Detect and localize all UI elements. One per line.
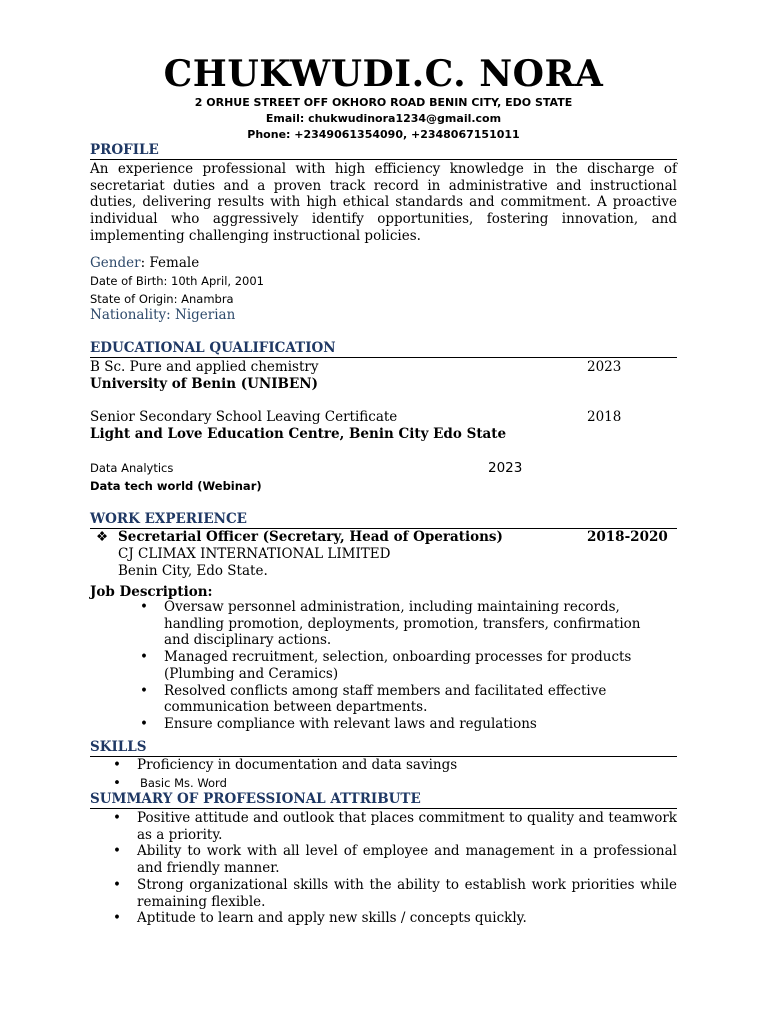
list-item: • Basic Ms. Word: [113, 774, 227, 791]
email: Email: chukwudinora1234@gmail.com: [265, 112, 502, 125]
education-heading: EDUCATIONAL QUALIFICATION: [90, 340, 677, 358]
date-of-birth: Date of Birth: 10th April, 2001: [90, 274, 264, 288]
bullet-icon: •: [140, 649, 148, 666]
profile-text: An experience professional with high efficiency knowledge in the discharge of secretariat duties and a proven track record in administrative and instructional duties, delivering results with high ethical standards and commitment. A proactive individual who aggressively identify opportunities, fostering innovation, and implementing challenging instructional policies.: [90, 161, 677, 244]
company-location: Benin City, Edo State.: [118, 563, 268, 579]
address: 2 ORHUE STREET OFF OKHORO ROAD BENIN CITY, EDO STATE: [194, 96, 573, 109]
edu-institution-1: University of Benin (UNIBEN): [90, 376, 318, 392]
list-item: • Strong organizational skills with the ability to establish work priorities while remaining flexible.: [113, 876, 677, 910]
duties-list: [140, 599, 664, 733]
attributes-heading: SUMMARY OF PROFESSIONAL ATTRIBUTE: [90, 791, 677, 809]
bullet-icon: •: [113, 843, 121, 860]
bullet-icon: •: [140, 715, 148, 732]
bullet-icon: •: [113, 910, 121, 927]
edu-course-2: Senior Secondary School Leaving Certificate: [90, 409, 398, 425]
phone: Phone: +2349061354090, +2348067151011: [247, 128, 520, 141]
bullet-icon: •: [140, 682, 148, 699]
edu-institution-2: Light and Love Education Centre, Benin City Edo State: [90, 426, 507, 442]
bullet-icon: •: [113, 757, 121, 773]
list-item: • Ability to work with all level of employee and management in a professional and friendly manner.: [113, 843, 677, 877]
work-heading: WORK EXPERIENCE: [90, 511, 677, 529]
edu-year-3: 2023: [488, 460, 523, 476]
list-item: • Positive attitude and outlook that places commitment to quality and teamwork as a priority.: [113, 810, 677, 843]
list-item: • Oversaw personnel administration, including maintaining records, handling promotion, deployments, promotion, transfers, confirmation and disciplinary actions.: [140, 599, 641, 649]
bullet-icon: •: [113, 774, 121, 791]
skills-list: [113, 757, 677, 792]
attributes-list: [113, 810, 677, 927]
job-description-label: Job Description:: [90, 584, 213, 600]
state-of-origin: State of Origin: Anambra: [90, 292, 234, 306]
nationality: Nationality: Nigerian: [90, 307, 236, 323]
candidate-name: CHUKWUDI.C. NORA: [163, 53, 604, 95]
list-item: • Aptitude to learn and apply new skills / concepts quickly.: [113, 910, 527, 927]
bullet-icon: •: [140, 599, 148, 615]
profile-heading: PROFILE: [90, 142, 677, 160]
diamond-bullet-icon: ❖: [96, 529, 109, 545]
edu-course-1: B Sc. Pure and applied chemistry: [90, 359, 319, 375]
edu-institution-3: Data tech world (Webinar): [90, 479, 262, 493]
gender-value: : Female: [140, 255, 200, 271]
bullet-icon: •: [113, 876, 121, 893]
list-item: • Proficiency in documentation and data savings: [113, 757, 458, 773]
bullet-icon: •: [113, 810, 121, 826]
edu-year-1: 2023: [587, 359, 622, 375]
job-period: 2018-2020: [587, 529, 668, 545]
edu-year-2: 2018: [587, 409, 622, 425]
job-title: Secretarial Officer (Secretary, Head of Operations): [118, 529, 503, 545]
list-item: • Ensure compliance with relevant laws and regulations: [140, 715, 537, 732]
gender-line: [90, 255, 199, 272]
gender-label: Gender: [90, 255, 141, 271]
skills-heading: SKILLS: [90, 739, 677, 757]
company-name: CJ CLIMAX INTERNATIONAL LIMITED: [118, 546, 391, 562]
edu-course-3: Data Analytics: [90, 461, 174, 475]
list-item: • Resolved conflicts among staff members and facilitated effective communication between departments.: [140, 682, 607, 716]
list-item: • Managed recruitment, selection, onboarding processes for products (Plumbing and Ceramics): [140, 649, 632, 682]
